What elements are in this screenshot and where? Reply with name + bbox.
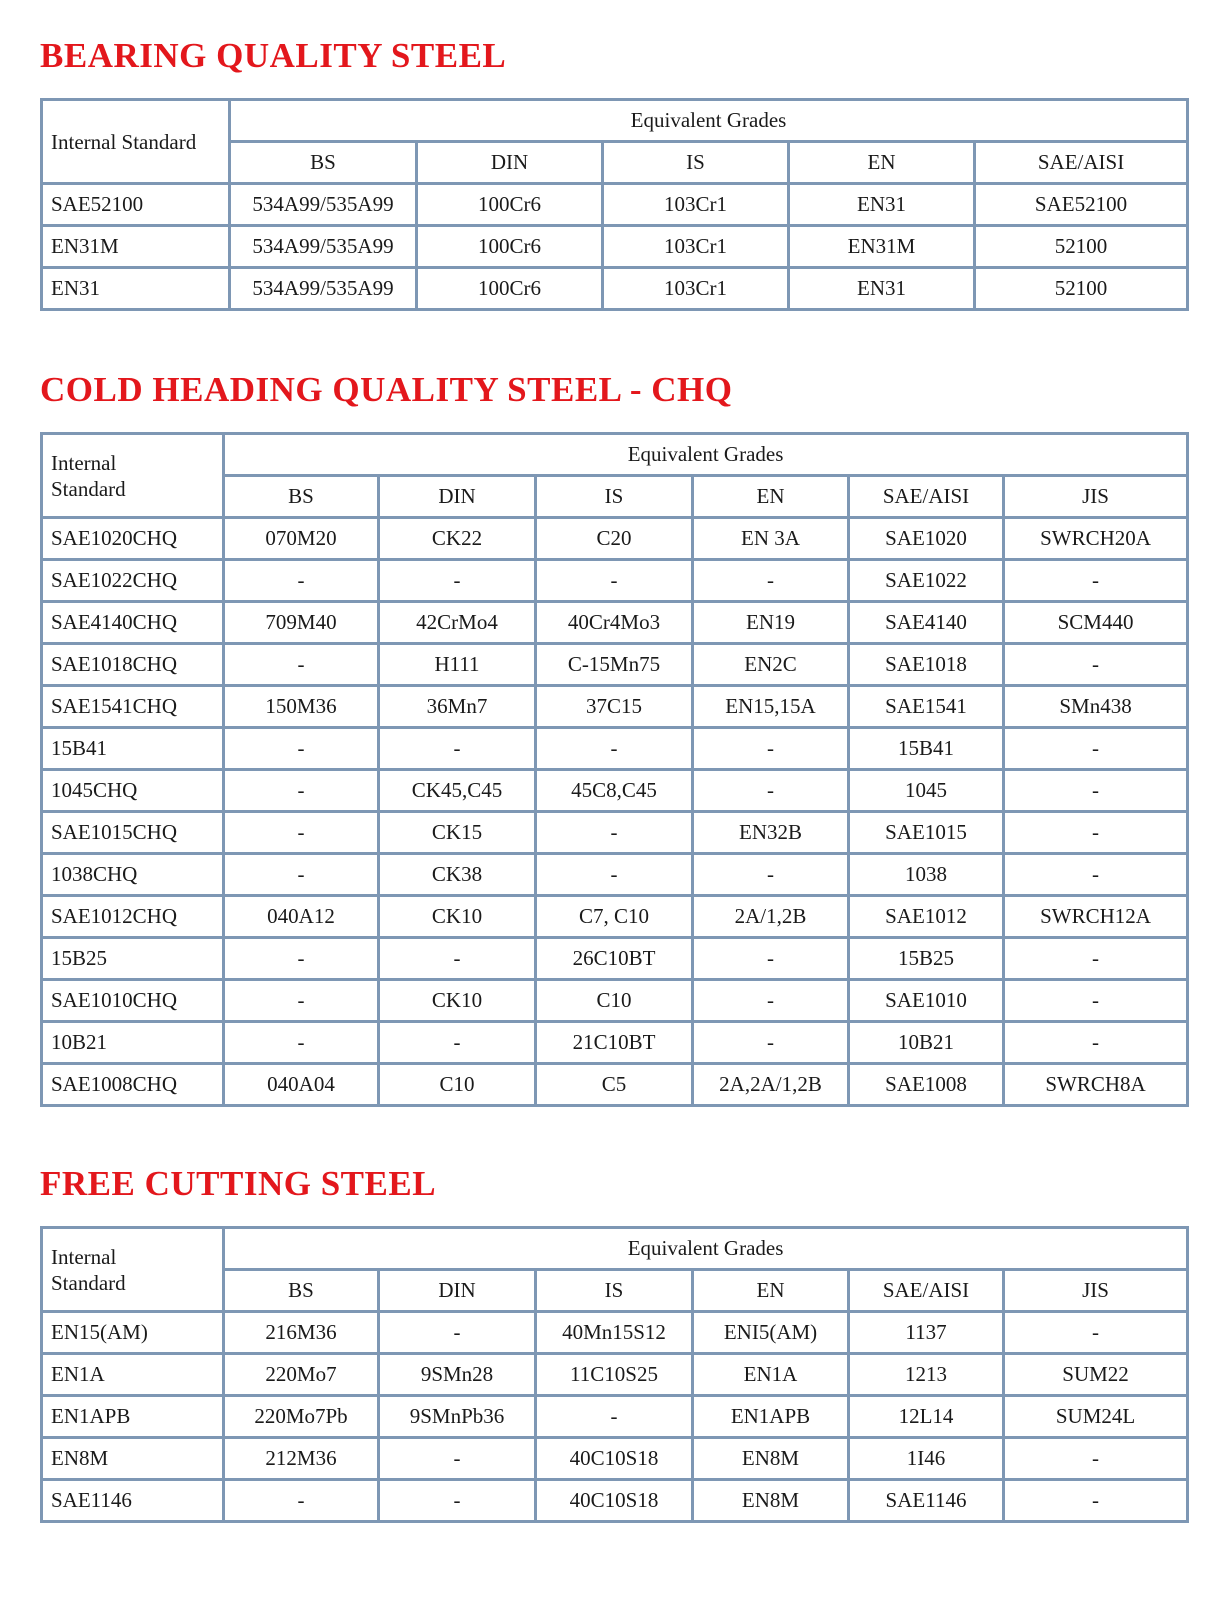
table-row xyxy=(42,518,1188,560)
table-cell: - xyxy=(1004,854,1188,896)
table-row xyxy=(42,980,1188,1022)
table-cell: 1045CHQ xyxy=(42,770,224,812)
table-cell: - xyxy=(1004,560,1188,602)
column-header: EN xyxy=(693,1270,849,1312)
table-row xyxy=(42,728,1188,770)
table-row xyxy=(42,1438,1188,1480)
table-cell: 220Mo7 xyxy=(224,1354,379,1396)
internal-standard-header xyxy=(42,434,224,518)
table-cell: SWRCH8A xyxy=(1004,1064,1188,1106)
table-cell: EN32B xyxy=(693,812,849,854)
table-cell: CK15 xyxy=(379,812,536,854)
equivalent-grades-header: Equivalent Grades xyxy=(224,1228,1188,1270)
table-cell: - xyxy=(224,1480,379,1522)
column-header: IS xyxy=(603,142,789,184)
table-cell: - xyxy=(1004,644,1188,686)
table-cell: 100Cr6 xyxy=(417,226,603,268)
table-cell: - xyxy=(379,1438,536,1480)
table-cell: - xyxy=(1004,1480,1188,1522)
table-row xyxy=(42,1396,1188,1438)
table-cell: SAE1010 xyxy=(849,980,1004,1022)
table-cell: EN31 xyxy=(789,184,975,226)
table-cell: EN1A xyxy=(693,1354,849,1396)
table-cell: EN2C xyxy=(693,644,849,686)
internal-standard-label: Internal xyxy=(51,1244,117,1269)
table-cell: SWRCH12A xyxy=(1004,896,1188,938)
table-cell: 9SMn28 xyxy=(379,1354,536,1396)
table-cell: 212M36 xyxy=(224,1438,379,1480)
bearing-steel-table xyxy=(40,98,1189,311)
table-cell: SUM22 xyxy=(1004,1354,1188,1396)
table-cell: ENI5(AM) xyxy=(693,1312,849,1354)
internal-standard-label: Standard xyxy=(51,476,126,501)
table-row xyxy=(42,226,1188,268)
table-cell: - xyxy=(536,1396,693,1438)
table-cell: 12L14 xyxy=(849,1396,1004,1438)
table-cell: - xyxy=(536,728,693,770)
table-cell: - xyxy=(224,980,379,1022)
table-cell: 1I46 xyxy=(849,1438,1004,1480)
table-cell: EN15(AM) xyxy=(42,1312,224,1354)
table-header-row xyxy=(42,434,1188,476)
table-cell: - xyxy=(1004,1312,1188,1354)
table-cell: 2A,2A/1,2B xyxy=(693,1064,849,1106)
equivalent-grades-header: Equivalent Grades xyxy=(230,100,1188,142)
table-cell: - xyxy=(693,854,849,896)
table-cell: 10B21 xyxy=(849,1022,1004,1064)
column-header: IS xyxy=(536,476,693,518)
table-cell: SAE1020 xyxy=(849,518,1004,560)
table-cell: - xyxy=(536,812,693,854)
internal-standard-label: Internal Standard xyxy=(51,129,197,154)
table-cell: - xyxy=(1004,938,1188,980)
internal-standard-header xyxy=(42,100,230,184)
table-cell: 15B25 xyxy=(849,938,1004,980)
table-cell: SAE1015CHQ xyxy=(42,812,224,854)
table-cell: EN1APB xyxy=(693,1396,849,1438)
table-cell: 150M36 xyxy=(224,686,379,728)
table-cell: - xyxy=(224,1022,379,1064)
table-cell: - xyxy=(379,938,536,980)
table-cell: 2A/1,2B xyxy=(693,896,849,938)
table-cell: 26C10BT xyxy=(536,938,693,980)
table-row xyxy=(42,602,1188,644)
section-title: COLD HEADING QUALITY STEEL - CHQ xyxy=(40,370,733,409)
column-header: DIN xyxy=(379,476,536,518)
table-cell: - xyxy=(379,1022,536,1064)
table-cell: - xyxy=(536,854,693,896)
table-cell: - xyxy=(224,560,379,602)
table-cell: 103Cr1 xyxy=(603,226,789,268)
table-cell: 709M40 xyxy=(224,602,379,644)
table-cell: 103Cr1 xyxy=(603,268,789,310)
column-header: IS xyxy=(536,1270,693,1312)
table-cell: CK10 xyxy=(379,896,536,938)
table-row xyxy=(42,938,1188,980)
table-row xyxy=(42,686,1188,728)
table-cell: - xyxy=(693,770,849,812)
table-cell: - xyxy=(1004,812,1188,854)
table-row xyxy=(42,1354,1188,1396)
column-header: EN xyxy=(789,142,975,184)
table-cell: SAE4140CHQ xyxy=(42,602,224,644)
table-cell: 10B21 xyxy=(42,1022,224,1064)
table-cell: - xyxy=(1004,770,1188,812)
table-cell: 100Cr6 xyxy=(417,268,603,310)
section-title: FREE CUTTING STEEL xyxy=(40,1164,437,1203)
table-cell: 42CrMo4 xyxy=(379,602,536,644)
column-header: EN xyxy=(693,476,849,518)
table-cell: 534A99/535A99 xyxy=(230,184,417,226)
table-cell: SAE1541 xyxy=(849,686,1004,728)
table-cell: - xyxy=(224,938,379,980)
table-cell: EN19 xyxy=(693,602,849,644)
section-title: BEARING QUALITY STEEL xyxy=(40,36,507,75)
table-cell: 15B25 xyxy=(42,938,224,980)
table-cell: - xyxy=(379,1480,536,1522)
table-cell: C7, C10 xyxy=(536,896,693,938)
column-header: DIN xyxy=(417,142,603,184)
table-cell: SAE1008CHQ xyxy=(42,1064,224,1106)
table-cell: - xyxy=(693,560,849,602)
table-cell: 9SMnPb36 xyxy=(379,1396,536,1438)
table-cell: - xyxy=(224,770,379,812)
table-cell: SAE1146 xyxy=(42,1480,224,1522)
table-cell: SAE1018CHQ xyxy=(42,644,224,686)
table-cell: SCM440 xyxy=(1004,602,1188,644)
table-cell: 36Mn7 xyxy=(379,686,536,728)
table-cell: C10 xyxy=(536,980,693,1022)
table-cell: EN8M xyxy=(693,1480,849,1522)
table-cell: SAE1020CHQ xyxy=(42,518,224,560)
table-cell: SAE4140 xyxy=(849,602,1004,644)
table-cell: - xyxy=(1004,1438,1188,1480)
table-row xyxy=(42,770,1188,812)
table-cell: 534A99/535A99 xyxy=(230,268,417,310)
table-cell: - xyxy=(693,938,849,980)
table-header-row xyxy=(42,100,1188,142)
table-cell: - xyxy=(693,980,849,1022)
table-cell: SMn438 xyxy=(1004,686,1188,728)
table-cell: 11C10S25 xyxy=(536,1354,693,1396)
table-cell: SAE1015 xyxy=(849,812,1004,854)
table-row xyxy=(42,854,1188,896)
table-row xyxy=(42,896,1188,938)
table-cell: 52100 xyxy=(975,226,1188,268)
internal-standard-header xyxy=(42,1228,224,1312)
table-cell: 1137 xyxy=(849,1312,1004,1354)
table-cell: 45C8,C45 xyxy=(536,770,693,812)
table-row xyxy=(42,644,1188,686)
table-cell: SUM24L xyxy=(1004,1396,1188,1438)
table-cell: 216M36 xyxy=(224,1312,379,1354)
table-cell: - xyxy=(224,644,379,686)
cold-heading-steel-table xyxy=(40,432,1189,1107)
table-cell: - xyxy=(224,812,379,854)
table-cell: 37C15 xyxy=(536,686,693,728)
table-cell: CK38 xyxy=(379,854,536,896)
table-cell: SAE1541CHQ xyxy=(42,686,224,728)
table-cell: 40C10S18 xyxy=(536,1480,693,1522)
table-cell: EN31 xyxy=(42,268,230,310)
table-cell: EN1A xyxy=(42,1354,224,1396)
table-row xyxy=(42,1064,1188,1106)
column-header: JIS xyxy=(1004,1270,1188,1312)
table-cell: EN31M xyxy=(789,226,975,268)
table-cell: SAE52100 xyxy=(975,184,1188,226)
table-cell: EN8M xyxy=(693,1438,849,1480)
table-cell: 220Mo7Pb xyxy=(224,1396,379,1438)
table-cell: SWRCH20A xyxy=(1004,518,1188,560)
table-cell: 100Cr6 xyxy=(417,184,603,226)
table-cell: 15B41 xyxy=(42,728,224,770)
table-cell: 40C10S18 xyxy=(536,1438,693,1480)
table-cell: H111 xyxy=(379,644,536,686)
table-row xyxy=(42,184,1188,226)
table-cell: SAE1146 xyxy=(849,1480,1004,1522)
table-cell: SAE1012CHQ xyxy=(42,896,224,938)
table-cell: 1038 xyxy=(849,854,1004,896)
table-cell: - xyxy=(224,728,379,770)
table-body xyxy=(42,1228,1188,1522)
table-cell: EN1APB xyxy=(42,1396,224,1438)
column-header: BS xyxy=(230,142,417,184)
table-cell: - xyxy=(693,728,849,770)
table-row xyxy=(42,268,1188,310)
table-cell: SAE1008 xyxy=(849,1064,1004,1106)
table-row xyxy=(42,560,1188,602)
free-cutting-steel-table xyxy=(40,1226,1189,1523)
table-cell: CK10 xyxy=(379,980,536,1022)
table-body xyxy=(42,100,1188,310)
table-cell: - xyxy=(379,728,536,770)
table-cell: 52100 xyxy=(975,268,1188,310)
internal-standard-label: Standard xyxy=(51,1270,126,1295)
table-row xyxy=(42,812,1188,854)
table-cell: - xyxy=(224,854,379,896)
table-cell: - xyxy=(536,560,693,602)
table-body xyxy=(42,434,1188,1106)
table-cell: C5 xyxy=(536,1064,693,1106)
table-cell: SAE1010CHQ xyxy=(42,980,224,1022)
table-cell: 40Mn15S12 xyxy=(536,1312,693,1354)
table-cell: SAE1012 xyxy=(849,896,1004,938)
column-header: DIN xyxy=(379,1270,536,1312)
table-header-row xyxy=(42,1228,1188,1270)
table-cell: - xyxy=(379,1312,536,1354)
table-cell: SAE1022CHQ xyxy=(42,560,224,602)
table-cell: CK22 xyxy=(379,518,536,560)
table-cell: EN31 xyxy=(789,268,975,310)
table-cell: - xyxy=(1004,980,1188,1022)
table-cell: 534A99/535A99 xyxy=(230,226,417,268)
table-cell: EN8M xyxy=(42,1438,224,1480)
table-cell: 15B41 xyxy=(849,728,1004,770)
table-row xyxy=(42,1480,1188,1522)
table-cell: - xyxy=(1004,728,1188,770)
table-cell: - xyxy=(379,560,536,602)
table-cell: CK45,C45 xyxy=(379,770,536,812)
table-cell: 21C10BT xyxy=(536,1022,693,1064)
table-cell: C-15Mn75 xyxy=(536,644,693,686)
internal-standard-label: Internal xyxy=(51,450,117,475)
table-cell: EN31M xyxy=(42,226,230,268)
table-cell: EN 3A xyxy=(693,518,849,560)
table-cell: C20 xyxy=(536,518,693,560)
table-cell: SAE52100 xyxy=(42,184,230,226)
table-cell: 1213 xyxy=(849,1354,1004,1396)
table-cell: SAE1022 xyxy=(849,560,1004,602)
table-cell: 1038CHQ xyxy=(42,854,224,896)
table-cell: SAE1018 xyxy=(849,644,1004,686)
column-header: SAE/AISI xyxy=(975,142,1188,184)
table-cell: - xyxy=(693,1022,849,1064)
column-header: BS xyxy=(224,476,379,518)
table-cell: 040A04 xyxy=(224,1064,379,1106)
table-cell: 1045 xyxy=(849,770,1004,812)
column-header: JIS xyxy=(1004,476,1188,518)
table-cell: 103Cr1 xyxy=(603,184,789,226)
table-cell: C10 xyxy=(379,1064,536,1106)
table-row xyxy=(42,1022,1188,1064)
table-cell: 40Cr4Mo3 xyxy=(536,602,693,644)
table-cell: 070M20 xyxy=(224,518,379,560)
equivalent-grades-header: Equivalent Grades xyxy=(224,434,1188,476)
table-row xyxy=(42,1312,1188,1354)
column-header: SAE/AISI xyxy=(849,476,1004,518)
column-header: BS xyxy=(224,1270,379,1312)
table-cell: - xyxy=(1004,1022,1188,1064)
table-cell: 040A12 xyxy=(224,896,379,938)
column-header: SAE/AISI xyxy=(849,1270,1004,1312)
table-cell: EN15,15A xyxy=(693,686,849,728)
